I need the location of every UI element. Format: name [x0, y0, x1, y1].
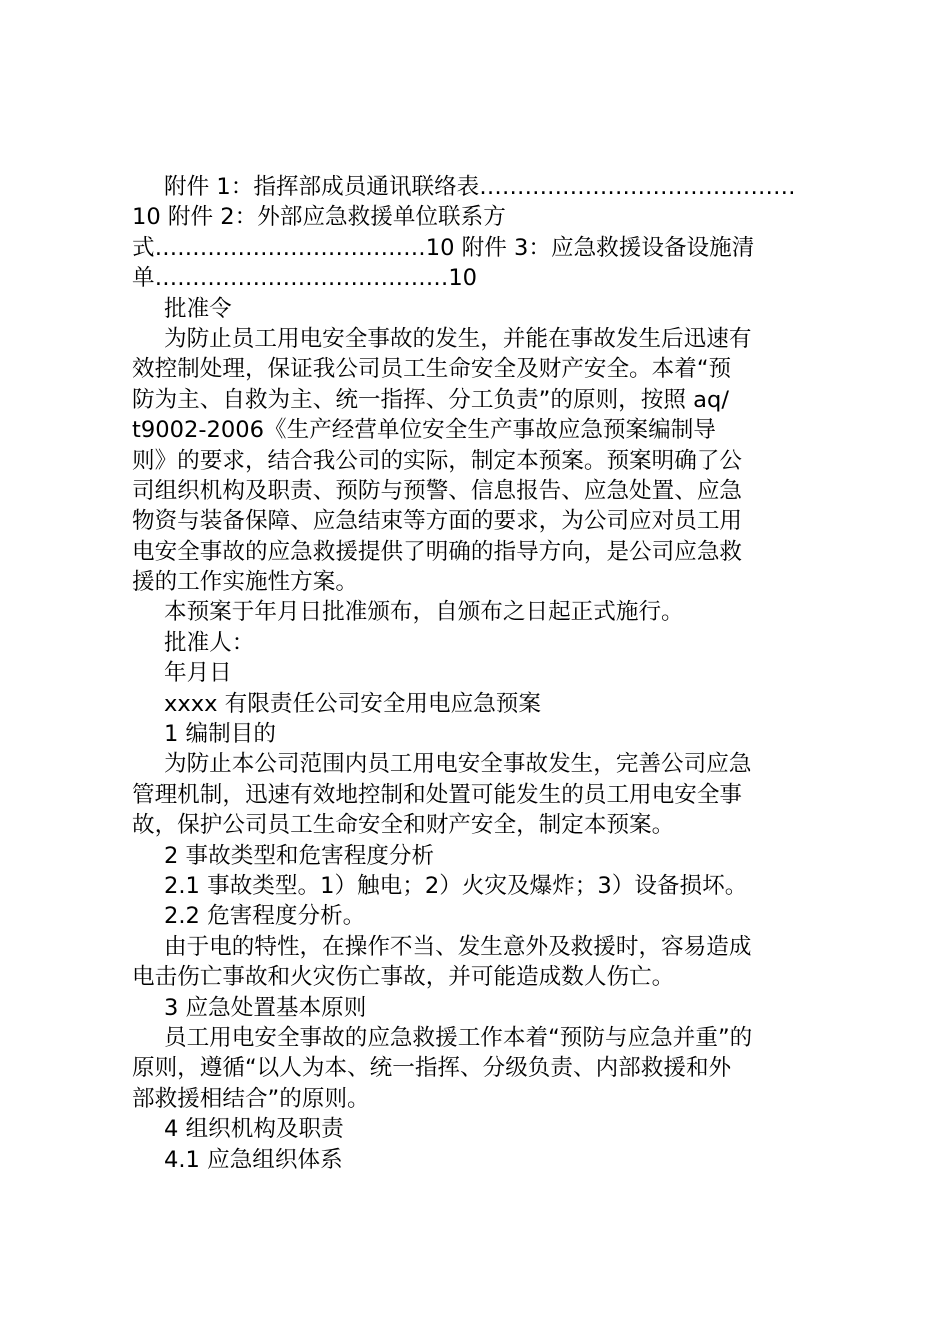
paragraph-line: 为防止本公司范围内员工用电安全事故发生，完善公司应急 — [164, 751, 752, 778]
subsection-2-2: 2.2 危害程度分析。 — [164, 903, 366, 930]
section-heading-4: 4 组织机构及职责 — [164, 1116, 344, 1143]
paragraph-line: 防为主、自救为主、统一指挥、分工负责”的原则，按照 aq/ — [132, 386, 729, 413]
document-title: xxxx 有限责任公司安全用电应急预案 — [164, 690, 541, 717]
paragraph-line: 物资与装备保障、应急结束等方面的要求，为公司应对员工用 — [132, 508, 743, 535]
paragraph-line: 电安全事故的应急救援提供了明确的指导方向，是公司应急救 — [132, 538, 743, 565]
paragraph-line: 电击伤亡事故和火灾伤亡事故，并可能造成数人伤亡。 — [132, 964, 675, 991]
paragraph-line: 故，保护公司员工生命安全和财产安全，制定本预案。 — [132, 812, 675, 839]
date-placeholder: 年月日 — [164, 660, 232, 687]
paragraph-line: 则》的要求，结合我公司的实际，制定本预案。预案明确了公 — [132, 447, 743, 474]
subsection-4-1: 4.1 应急组织体系 — [164, 1146, 343, 1173]
paragraph-line: t9002-2006《生产经营单位安全生产事故应急预案编制导 — [132, 417, 716, 444]
paragraph-line: 原则，遵循“以人为本、统一指挥、分级负责、内部救援和外 — [132, 1055, 732, 1082]
paragraph-line: 援的工作实施性方案。 — [132, 569, 358, 596]
paragraph-line: 员工用电安全事故的应急救援工作本着“预防与应急并重”的 — [164, 1024, 753, 1051]
paragraph-line: 司组织机构及职责、预防与预警、信息报告、应急处置、应急 — [132, 477, 743, 504]
paragraph-line: 效控制处理，保证我公司员工生命安全及财产安全。本着“预 — [132, 356, 732, 383]
approval-order-heading: 批准令 — [164, 295, 232, 322]
section-heading-2: 2 事故类型和危害程度分析 — [164, 842, 435, 869]
toc-line-attachment-2: 10 附件 2：外部应急救援单位联系方 — [132, 204, 506, 231]
paragraph-line: 由于电的特性，在操作不当、发生意外及救援时，容易造成 — [164, 933, 752, 960]
effective-date-statement: 本预案于年月日批准颁布，自颁布之日起正式施行。 — [164, 599, 684, 626]
approver-label: 批准人： — [164, 629, 255, 656]
paragraph-line: 为防止员工用电安全事故的发生，并能在事故发生后迅速有 — [164, 325, 752, 352]
toc-line-attachment-3: 式………………………………10 附件 3：应急救援设备设施清 — [132, 234, 755, 261]
section-heading-1: 1 编制目的 — [164, 721, 276, 748]
document-page — [132, 172, 832, 1175]
paragraph-line: 管理机制，迅速有效地控制和处置可能发生的员工用电安全事 — [132, 781, 743, 808]
section-heading-3: 3 应急处置基本原则 — [164, 994, 367, 1021]
subsection-2-1: 2.1 事故类型。1）触电；2）火灾及爆炸；3）设备损坏。 — [164, 872, 748, 899]
toc-line-attachment-3-end: 单…………………………………10 — [132, 265, 478, 292]
paragraph-line: 部救援相结合”的原则。 — [132, 1085, 370, 1112]
toc-line-attachment-1: 附件 1：指挥部成员通讯联络表…………………………………… — [164, 174, 796, 200]
